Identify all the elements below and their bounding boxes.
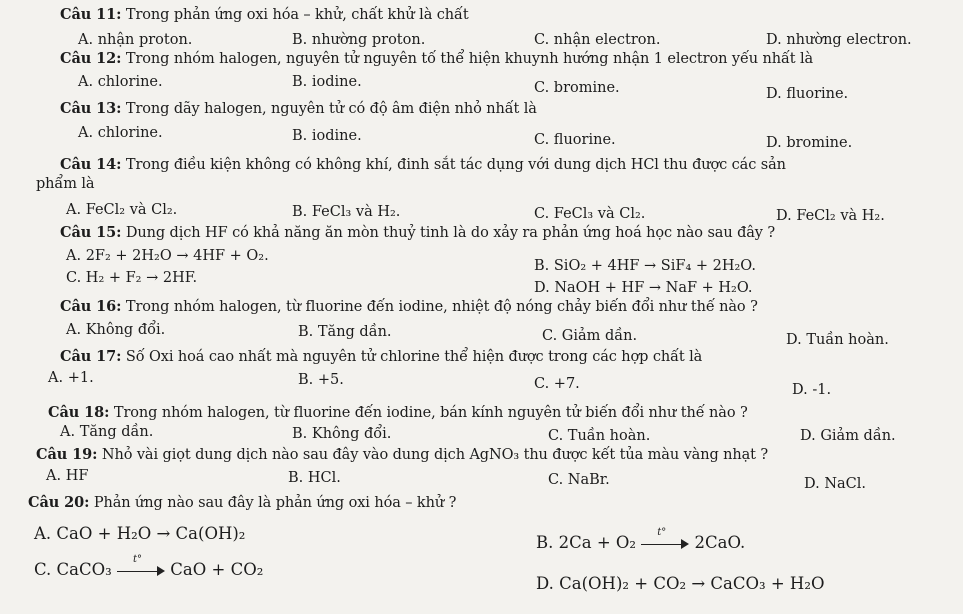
question-text: Số Oxi hoá cao nhất mà nguyên tử chlorine thể hiện được trong các hợp chất là	[121, 349, 703, 365]
option-c: C. NaBr.	[548, 472, 610, 488]
option-c	[34, 553, 264, 579]
option-c: C. H₂ + F₂ → 2HF.	[66, 270, 198, 286]
question-text: Trong phản ứng oxi hóa – khử, chất khử là chất	[121, 7, 469, 23]
question-15	[60, 224, 775, 241]
option-b: B. nhường proton.	[292, 32, 426, 48]
option-a: A. CaO + H₂O → Ca(OH)₂	[34, 524, 246, 543]
option-b: B. Không đổi.	[292, 426, 392, 442]
question-text: Phản ứng nào sau đây là phản ứng oxi hóa – khử ?	[89, 495, 457, 511]
option-c: C. fluorine.	[534, 132, 616, 148]
option-b: B. HCl.	[288, 470, 341, 486]
question-text: Nhỏ vài giọt dung dịch nào sau đây vào dung dịch AgNO₃ thu được kết tủa màu vàng nhạt ?	[97, 447, 769, 463]
question-label: Câu 11:	[60, 6, 122, 23]
question-13	[60, 100, 537, 117]
option-a: A. nhận proton.	[78, 32, 193, 48]
option-c: C. FeCl₃ và Cl₂.	[534, 206, 646, 222]
option-d: D. NaCl.	[804, 476, 867, 492]
question-12	[60, 50, 813, 67]
question-20	[28, 494, 456, 511]
question-19	[36, 446, 768, 463]
option-d: D. bromine.	[766, 135, 853, 151]
option-d: D. FeCl₂ và H₂.	[776, 208, 885, 224]
question-17	[60, 348, 702, 365]
option-c: C. bromine.	[534, 80, 620, 96]
question-label: Câu 17:	[60, 348, 122, 365]
option-b: B. FeCl₃ và H₂.	[292, 204, 401, 220]
option-a: A. +1.	[48, 370, 94, 386]
option-b: B. SiO₂ + 4HF → SiF₄ + 2H₂O.	[534, 258, 756, 274]
option-b: B. iodine.	[292, 128, 362, 144]
question-label: Câu 12:	[60, 50, 122, 67]
question-text: Trong nhóm halogen, từ fluorine đến iodine, nhiệt độ nóng chảy biến đổi như thế nào ?	[121, 299, 758, 315]
question-label: Câu 20:	[28, 494, 90, 511]
option-d: D. Tuần hoàn.	[786, 332, 889, 348]
heat-arrow-icon	[117, 553, 165, 576]
question-11	[60, 6, 469, 23]
option-c: C. Tuần hoàn.	[548, 428, 651, 444]
option-d: D. nhường electron.	[766, 32, 912, 48]
heat-arrow-icon	[641, 526, 689, 549]
question-label: Câu 18:	[48, 404, 110, 421]
question-text: Trong nhóm halogen, nguyên tử nguyên tố thể hiện khuynh hướng nhận 1 electron yếu nhất là	[121, 51, 814, 67]
option-a: A. Không đổi.	[66, 322, 166, 338]
option-c: C. Giảm dần.	[542, 328, 638, 344]
condition-label: t°	[657, 526, 667, 538]
question-18	[48, 404, 748, 421]
option-b: B. +5.	[298, 372, 344, 388]
option-c-reactants: C. CaCO₃	[34, 560, 112, 579]
option-a: A. chlorine.	[78, 74, 163, 90]
question-text: Trong điều kiện không có không khí, đinh sắt tác dụng với dung dịch HCl thu được các sản	[121, 157, 786, 173]
question-label: Câu 13:	[60, 100, 122, 117]
option-d: D. -1.	[792, 382, 832, 398]
option-b: B. iodine.	[292, 74, 362, 90]
question-16	[60, 298, 758, 315]
question-14-continued: phẩm là	[36, 176, 95, 192]
option-a: A. Tăng dần.	[60, 424, 154, 440]
option-c: C. +7.	[534, 376, 580, 392]
option-d: D. fluorine.	[766, 86, 849, 102]
question-text: Dung dịch HF có khả năng ăn mòn thuỷ tinh là do xảy ra phản ứng hoá học nào sau đây ?	[121, 225, 776, 241]
question-text: Trong dãy halogen, nguyên tử có độ âm điện nhỏ nhất là	[121, 101, 537, 117]
option-d: D. NaOH + HF → NaF + H₂O.	[534, 280, 753, 296]
option-b	[536, 526, 746, 552]
question-text: Trong nhóm halogen, từ fluorine đến iodine, bán kính nguyên tử biến đổi như thế nào ?	[109, 405, 748, 421]
option-b-products: 2CaO.	[694, 533, 746, 552]
option-c-products: CaO + CO₂	[170, 560, 264, 579]
option-b-reactants: B. 2Ca + O₂	[536, 533, 637, 552]
option-d: D. Ca(OH)₂ + CO₂ → CaCO₃ + H₂O	[536, 574, 825, 593]
question-label: Câu 19:	[36, 446, 98, 463]
option-d: D. Giảm dần.	[800, 428, 896, 444]
option-a: A. FeCl₂ và Cl₂.	[66, 202, 178, 218]
option-a: A. HF	[46, 468, 89, 484]
question-label: Câu 15:	[60, 224, 122, 241]
condition-label: t°	[133, 553, 143, 565]
option-a: A. chlorine.	[78, 125, 163, 141]
option-b: B. Tăng dần.	[298, 324, 392, 340]
question-label: Câu 16:	[60, 298, 122, 315]
option-a: A. 2F₂ + 2H₂O → 4HF + O₂.	[66, 248, 269, 264]
option-c: C. nhận electron.	[534, 32, 661, 48]
question-label: Câu 14:	[60, 156, 122, 173]
question-14	[60, 156, 786, 173]
